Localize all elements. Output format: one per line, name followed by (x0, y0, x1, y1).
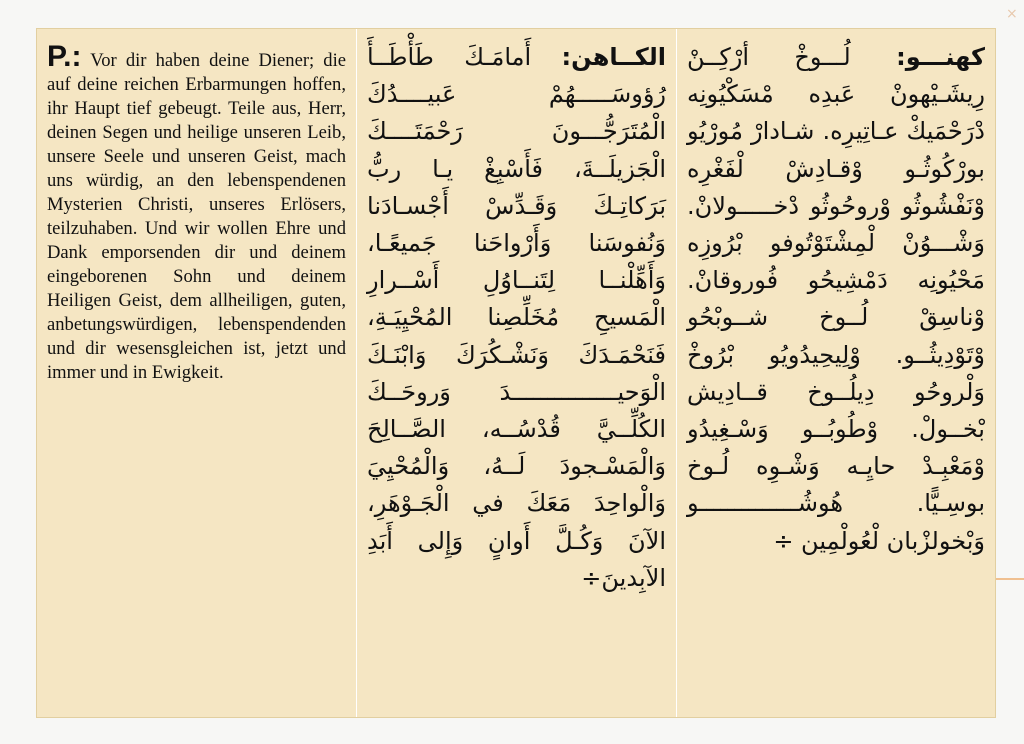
german-text: Vor dir haben deine Diener; die auf deine reichen Erbarmungen hoffen, ihr Haupt tief gebeugt. Teile aus, Herr, deinen Segen und heilige unseren Leib, unsere Seele und unseren Geist, mach uns würdig, an den lebenspendenen Mysterien Christi, unseres Erlösers, teilzuhaben. Und wir wollen Ehre und Dank emporsenden dir und deinem eingeborenen Sohn und deinem Heiligen Geist, dem allheiligen, guten, anbetungswürdigen, lebenspendenden und dir wesensgleichen ist, jetzt und immer und in Ewigkeit. (47, 50, 347, 383)
liturgy-table (36, 28, 996, 718)
garshuni-text: لُـــوخْ أرْكِــنْ رِيشَـيْهونْ عَبدِه مْسَكْيُونِه دْرَحْمَيكْ عـاتِيرِه. شـادارْ مُورْيُو بورْكُوثُـو وْقـادِشْ لْفَغْرِه وْنَفْشُوثُو وْروحُوثُو دْخـــــولانْ. وَشْـــوُنْ لْمِشْتَوْتُوفو بْرُوزِه مَحْيُونِه دَمْشِيحُو فُوروقانْ. وْناسِقْ لُــوخ شــوبْحُو وْتَوْدِيثُــو. وْلِيحِيدُويُو بْرُوخْ وَلْروحُو دِيلُــوخ قــادِيش بْخــولْ. وْطُوبُــو وَسْـغِيدُو وْمَعْبِـدْ حايِـه وَشْـوِه لُـوخ بوسِـيًّا. هُوشُــــــــــــــو وَبْخولزْبان لْعُولْمِين ÷ (687, 43, 985, 555)
garshuni-speaker-label: كهنـــو: (896, 43, 985, 71)
arabic-speaker-label: الكــاهن: (561, 43, 666, 71)
arabic-text: أَمامَـكَ طَأْطَــأَ رُؤوسَـــــهُمْ عَبيــــدُكَ الْمُتَرَجُّـــونَ رَحْمَتَــــكَ الْجَزيلَــةَ، فَأَسْبِغْ يـا ربُّ بَرَكاتِـكَ وَقَـدِّسْ أَجْسـادَنا وَنُفوسَنا وَأَرْواحَنا جَميعًـا، وَأَهِّلْنــا لِتَنــاوُلِ أَسْــرارِ الْمَسيحِ مُخَلِّصِنا المُحْيِيَـةِ، فَنَحْمَـدَكَ وَنَشْـكُرَكَ وَابْنَـكَ الْوَحيـــــــــــــــدَ وَروحَــكَ الكُلِّــيَّ قُدْسُــه، الصَّــالِحَ وَالْمَسْـجودَ لَــهُ، وَالْمُحْيِيَ وَالْواحِدَ مَعَكَ في الْجَـوْهَرِ، الآنَ وَكُـلَّ أَوانٍ وَإِلى أَبَدِ الآبِدينَ÷ (367, 43, 666, 592)
arabic-column (357, 29, 677, 717)
german-speaker-label: P.: (47, 40, 82, 73)
accent-line (996, 578, 1024, 580)
garshuni-column (677, 29, 995, 717)
german-column (37, 29, 357, 717)
corner-x-mark: × (1006, 6, 1018, 22)
